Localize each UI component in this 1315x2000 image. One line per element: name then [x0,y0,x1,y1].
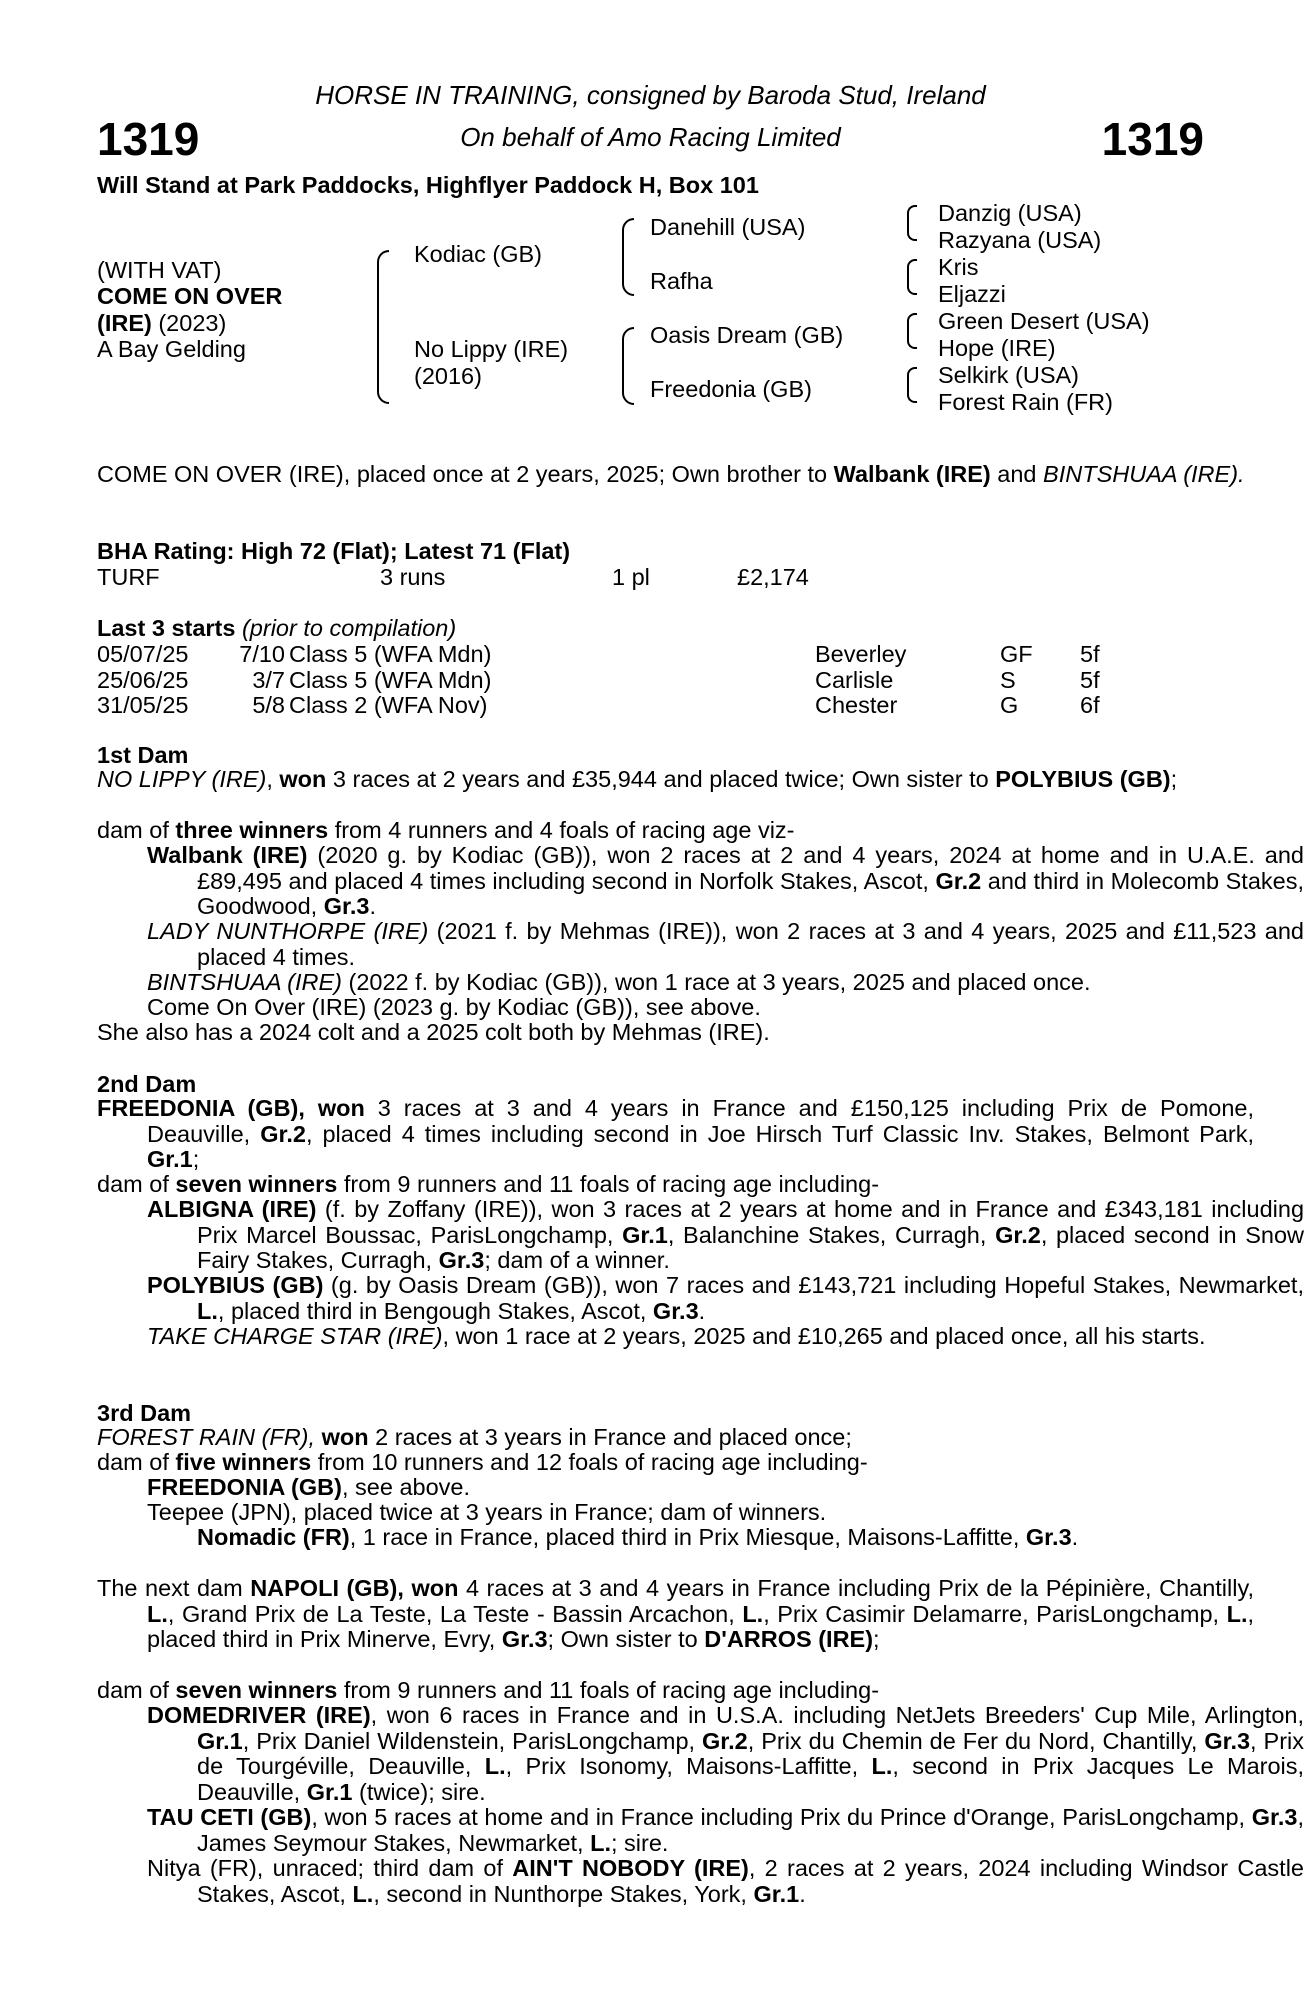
horse-summary [97,462,1254,488]
start-course: Beverley [815,641,907,667]
pedigree-dam: No Lippy (IRE) [414,336,569,362]
start-distance: 5f [1080,666,1100,693]
produce-text: , Balanchine Stakes, Curragh, [667,1221,987,1248]
pedigree-sdd: Eljazzi [938,281,1006,307]
grade-2: Gr.2 [260,1120,306,1147]
listed: L. [147,1600,168,1627]
start-distance: 5f [1080,641,1100,667]
produce-text: (2021 f. by Mehmas (IRE)), won 2 races at 3 and 4 years, 2025 and £11,523 and placed 4 times. [197,918,1305,970]
produce-text: ; dam of a winner. [484,1247,670,1273]
produce-text: , won 5 races at home and in France including Prix du Prince d'Orange, ParisLongchamp, [311,1804,1246,1830]
produce-text: . [799,1880,806,1907]
first-dam-record: NO LIPPY (IRE), won 3 races at 2 years and £35,944 and placed twice; Own sister to POLYBIUS (GB); [97,766,1178,792]
listed: L. [1226,1600,1248,1627]
first-dam-text: 3 races at 2 years and £35,944 and placed twice; Own sister to [326,766,989,792]
start-position: 5/8 [252,692,285,718]
on-behalf-line: On behalf of Amo Racing Limited [460,122,841,152]
horse-name: COME ON OVER [97,283,283,309]
horse-year: (2023) [151,310,227,336]
produce-freedonia [97,1475,1304,1501]
pedigree-brace-dam [622,327,634,405]
first-dam-foals: from 4 runners and 4 foals of racing age viz- [328,817,795,843]
dam-of: dam of [97,1171,176,1197]
second-dam-record [97,1096,1254,1173]
produce-text: , placed third in Bengough Stakes, Ascot, [217,1297,647,1324]
pedigree-ssd: Razyana (USA) [938,227,1102,253]
grade-2: Gr.2 [702,1727,748,1754]
first-dam-foals-note: She also has a 2024 colt and a 2025 colt both by Mehmas (IRE). [97,1019,770,1045]
dam-of: dam of [97,1677,176,1703]
first-dam-produce-line [97,818,1204,844]
produce-bintshuaa [97,970,1304,996]
start-position: 7/10 [239,641,285,667]
second-dam-foals: from 9 runners and 11 foals of racing age including- [337,1171,880,1197]
vat-note: (WITH VAT) [97,257,222,283]
second-dam-won: won [317,1095,365,1121]
fourth-dam-text: 4 races at 3 and 4 years in France including Prix de la Pépinière, Chantilly, [458,1575,1254,1601]
first-dam-heading: 1st Dam [97,742,189,768]
rating-placed: 1 pl [612,564,650,590]
grade-3: Gr.3 [652,1297,699,1324]
lot-number-left: 1319 [97,113,200,165]
summary-sibling: BINTSHUAA (IRE). [1043,461,1245,487]
produce-text: and third in Molecomb Stakes, Goodwood, [197,867,1304,919]
pedigree-sss: Danzig (USA) [938,200,1082,226]
pedigree-dam-year: (2016) [414,363,482,389]
first-dam-sister: POLYBIUS (GB) [995,766,1171,792]
pedigree-sire: Kodiac (GB) [414,241,542,267]
third-dam-winners: five winners [175,1449,312,1475]
grade-3: Gr.3 [438,1247,485,1273]
produce-nomadic [97,1525,1204,1551]
first-dam-semi: ; [1170,766,1178,792]
first-dam-winners: three winners [175,817,329,843]
fourth-dam-winners: seven winners [175,1677,338,1703]
grade-1: Gr.1 [753,1880,800,1907]
third-dam-foals: from 10 runners and 12 foals of racing age including- [311,1449,868,1475]
next-dam-lead: The next dam [97,1575,251,1601]
produce-name: Walbank (IRE) [147,842,308,868]
fourth-dam-text: , placed third in Prix Minerve, Evry, [147,1600,1255,1652]
pedigree-dss: Green Desert (USA) [938,308,1150,334]
produce-text: , James Seymour Stakes, Newmarket, [197,1804,1305,1856]
summary-brother: Walbank (IRE) [833,461,991,487]
consignor-line: HORSE IN TRAINING, consigned by Baroda Stud, Ireland [315,80,986,110]
dam-of: dam of [97,817,176,843]
produce-albigna [97,1197,1304,1274]
produce-name: POLYBIUS (GB) [147,1272,324,1298]
grade-2: Gr.2 [995,1221,1041,1248]
produce-teepee: Teepee (JPN), placed twice at 3 years in France; dam of winners. [147,1499,827,1525]
produce-name: TAKE CHARGE STAR (IRE) [147,1323,443,1349]
produce-name: ALBIGNA (IRE) [147,1196,317,1222]
produce-text: , won 1 race at 2 years, 2025 and £10,265 and placed once, all his starts. [442,1323,1206,1349]
start-course: Carlisle [815,666,894,693]
grade-1: Gr.1 [306,1778,353,1805]
second-dam-winners: seven winners [175,1171,338,1197]
produce-text: , 1 race in France, placed third in Prix Miesque, Maisons-Laffitte, [349,1524,1020,1550]
grade-3: Gr.3 [323,893,370,919]
fourth-dam-text: ; Own sister to [547,1626,698,1652]
third-dam-heading: 3rd Dam [97,1400,192,1426]
produce-lady-nunthorpe [97,919,1304,970]
produce-tau-ceti [97,1805,1304,1856]
produce-text: (2022 f. by Kodiac (GB)), won 1 race at 3 years, 2025 and placed once. [341,969,1091,995]
produce-text: . [698,1297,706,1324]
horse-description: A Bay Gelding [97,336,246,362]
rating-surface: TURF [97,564,160,590]
produce-name: TAU CETI (GB) [147,1804,312,1830]
start-going: GF [1000,641,1033,667]
grade-1: Gr.1 [622,1221,668,1248]
third-dam-won: won [321,1424,369,1450]
start-going: G [1000,692,1019,718]
start-date: 25/06/25 [97,666,189,693]
produce-text: , Prix du Chemin de Fer du Nord, Chantilly, [747,1727,1198,1754]
produce-polybius [97,1273,1304,1324]
fourth-dam-semi: ; [873,1626,880,1652]
second-dam-heading: 2nd Dam [97,1071,197,1097]
summary-and: and [997,461,1037,487]
second-dam-text: 3 races at 3 and 4 years in France and £150,125 including Prix de Pomone, Deauville, [147,1095,1255,1147]
third-dam-name: FOREST RAIN (FR), [97,1424,316,1450]
pedigree-sire-sire: Danehill (USA) [650,214,806,240]
produce-text: , second in Nunthorpe Stakes, York, [373,1880,747,1907]
pedigree-brace-main [377,250,389,404]
rating-runs: 3 runs [380,564,446,590]
pedigree-ddd: Forest Rain (FR) [938,389,1113,415]
grade-3: Gr.3 [501,1626,548,1652]
fourth-dam-produce-line [97,1678,1204,1704]
produce-come-on-over: Come On Over (IRE) (2023 g. by Kodiac (GB)), see above. [147,994,761,1020]
produce-text: , Prix Daniel Wildenstein, ParisLongchamp, [242,1727,696,1754]
produce-text: , placed second in Snow Fairy Stakes, Curragh, [197,1221,1305,1273]
produce-text: , Prix de Tourgéville, Deauville, [197,1727,1304,1779]
last-starts-title: Last 3 starts [97,615,236,641]
produce-text: , second in Prix Jacques Le Marois, Deauville, [197,1753,1305,1805]
grade-1: Gr.1 [197,1727,243,1754]
produce-name: LADY NUNTHORPE (IRE) [147,918,429,944]
bha-rating: BHA Rating: High 72 (Flat); Latest 71 (Flat) [97,538,571,564]
fourth-dam-name: NAPOLI (GB), [250,1575,404,1601]
produce-take-charge-star [97,1324,1304,1350]
produce-text: . [1071,1524,1079,1550]
start-position: 3/7 [252,666,285,693]
fourth-dam-text: , Prix Casimir Delamarre, ParisLongchamp, [763,1600,1220,1627]
pedigree-sds: Kris [938,254,979,280]
listed: L. [742,1600,764,1627]
produce-text: (2020 g. by Kodiac (GB)), won 2 races at 2 and 4 years, 2024 at home and in U.A.E. and £89,495 and placed 4 times including second in Norfolk Stakes, Ascot, [197,842,1304,894]
pedigree-sire-dam: Rafha [650,268,713,294]
pedigree-brace-ss [907,205,917,241]
start-date: 05/07/25 [97,641,189,667]
produce-text: , 2 races at 2 years, 2024 including Windsor Castle Stakes, Ascot, [197,1855,1304,1907]
horse-suffix: (IRE) [97,310,152,336]
fourth-dam-sister: D'ARROS (IRE) [704,1626,874,1652]
start-going: S [1000,666,1016,693]
horse-name-line2 [97,310,226,336]
produce-name: AIN'T NOBODY (IRE) [512,1855,749,1881]
third-dam-text: 2 races at 3 years in France and placed once; [368,1424,852,1450]
pedigree-dds: Selkirk (USA) [938,362,1080,388]
start-class: Class 5 (WFA Mdn) [289,641,492,667]
listed: L. [871,1753,893,1779]
third-dam-record [97,1425,1204,1451]
second-dam-produce-line [97,1172,1204,1198]
produce-name: Nomadic (FR) [197,1524,350,1550]
first-dam-won: won [279,766,327,792]
third-dam-produce-line [97,1450,1204,1476]
pedigree-brace-ds [907,313,917,349]
pedigree-dam-sire: Oasis Dream (GB) [650,322,844,348]
second-dam-name: FREEDONIA (GB), [97,1095,305,1121]
produce-text: , see above. [341,1474,471,1500]
last-starts-note: (prior to compilation) [235,615,457,641]
second-dam-text: ; [192,1146,200,1172]
second-dam-text: , placed 4 times including second in Joe Hirsch Turf Classic Inv. Stakes, Belmont Park, [305,1120,1254,1147]
rating-earnings: £2,174 [737,564,809,590]
fourth-dam-foals: from 9 runners and 11 foals of racing age including- [337,1677,880,1703]
produce-walbank [97,843,1304,920]
fourth-dam-text: , Grand Prix de La Teste, La Teste - Bassin Arcachon, [167,1600,735,1627]
pedigree-brace-sd [907,259,917,295]
produce-text: (twice); sire. [352,1778,486,1805]
pedigree-dam-dam: Freedonia (GB) [650,376,812,402]
first-dam-name: NO LIPPY (IRE) [97,766,267,792]
grade-3: Gr.3 [1251,1804,1298,1830]
listed: L. [484,1753,506,1779]
start-class: Class 5 (WFA Mdn) [289,666,492,693]
listed: L. [590,1829,611,1856]
produce-domedriver [97,1703,1304,1805]
grade-2: Gr.2 [935,867,982,894]
grade-3: Gr.3 [1025,1524,1072,1550]
produce-text: ; sire. [611,1829,669,1856]
produce-text: , won 6 races in France and in U.S.A. including NetJets Breeders' Cup Mile, Arlington, [370,1702,1304,1728]
produce-text: . [369,893,376,919]
grade-1: Gr.1 [147,1146,193,1172]
produce-name: DOMEDRIVER (IRE) [147,1702,371,1728]
last-starts-heading [97,615,456,641]
produce-text: , Prix Isonomy, Maisons-Laffitte, [505,1753,859,1779]
fourth-dam-won: won [411,1575,459,1601]
start-date: 31/05/25 [97,692,189,718]
lot-number-right: 1319 [1101,113,1204,165]
pedigree-brace-dd [907,367,917,403]
pedigree-brace-sire [622,218,634,296]
stand-location: Will Stand at Park Paddocks, Highflyer Paddock H, Box 101 [97,172,759,198]
dam-of: dam of [97,1449,176,1475]
start-distance: 6f [1080,692,1100,718]
produce-text: Nitya (FR), unraced; third dam of [147,1855,513,1881]
grade-3: Gr.3 [1204,1727,1251,1754]
fourth-dam-record [97,1576,1254,1653]
pedigree-dsd: Hope (IRE) [938,335,1056,361]
produce-text: (f. by Zoffany (IRE)), won 3 races at 2 years at home and in France and £343,181 including Prix Marcel Boussac, ParisLongchamp, [197,1196,1305,1248]
produce-nitya [97,1856,1304,1907]
listed: L. [197,1297,218,1324]
produce-name: BINTSHUAA (IRE) [147,969,342,995]
start-course: Chester [815,692,898,718]
listed: L. [352,1880,374,1907]
produce-name: FREEDONIA (GB) [147,1474,342,1500]
produce-text: (g. by Oasis Dream (GB)), won 7 races and £143,721 including Hopeful Stakes, Newmarket, [323,1272,1304,1298]
summary-text: COME ON OVER (IRE), placed once at 2 years, 2025; Own brother to [97,461,828,487]
start-class: Class 2 (WFA Nov) [289,692,488,718]
